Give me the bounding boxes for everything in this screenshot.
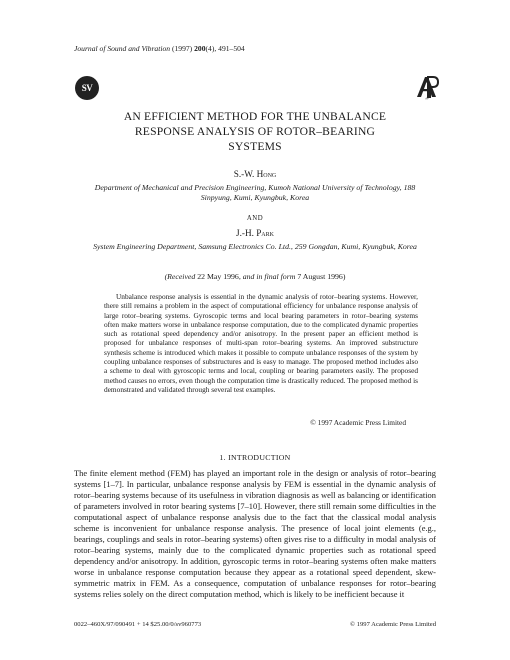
journal-year: (1997): [171, 44, 193, 53]
abstract-copyright: © 1997 Academic Press Limited: [310, 418, 406, 427]
received-dates: [80, 272, 430, 281]
author-2-surname: Park: [256, 228, 274, 238]
ap-logo-text: AP: [425, 97, 429, 100]
author-2-initials: J.-H.: [236, 228, 257, 238]
author-1-initials: S.-W.: [233, 169, 257, 179]
journal-issue-pages: (4), 491–504: [205, 44, 245, 53]
author-conjunction: AND: [246, 215, 264, 222]
sv-logo-icon: [75, 76, 99, 100]
author-2-name: [80, 228, 430, 238]
final-date: 7 August 1996: [297, 272, 343, 281]
academic-press-logo-icon: [414, 74, 440, 100]
journal-citation: [74, 44, 245, 53]
author-2-affiliation: System Engineering Department, Samsung Electronics Co. Ltd., 259 Gongdan, Kumi, Kyungbuk, Korea: [93, 242, 417, 251]
journal-name: Journal of Sound and Vibration: [74, 44, 171, 53]
author-1-affiliation: Department of Mechanical and Precision Engineering, Kumoh National University of Technology, 188 Sinpyung, Kumi, Kyungbuk, Korea: [94, 183, 416, 202]
received-close: ): [342, 272, 346, 281]
title-line-3: SYSTEMS: [228, 140, 282, 153]
title-line-1: AN EFFICIENT METHOD FOR THE UNBALANCE: [123, 110, 387, 123]
section-heading-introduction: 1. INTRODUCTION: [219, 453, 291, 462]
article-title: [80, 109, 430, 154]
abstract-text: Unbalance response analysis is essential in the dynamic analysis of rotor–bearing systems. However, there still remains a problem in the aspect of computational efficiency for unbalance response analysis of large rotor–bearing systems. Gyroscopic terms and local bearing parameters in rotor–bearing systems often make matters worse in unbalance response computation, due to the complicated dynamic properties such as rotational speed dependency and/or anisotropy. In the present paper an efficient method is proposed for unbalance responses of multi-span rotor–bearing systems. An improved substructure synthesis scheme is introduced which makes it possible to compute unbalance responses of the system by coupling unbalance responses of substructures and is easy to manage. The proposed method includes also a scheme to deal with gyroscopic terms and local, coupling or bearing parameters easily. The proposed method causes no errors, even though the computation time is drastically reduced. The proposed method is demonstrated and validated through several test examples.: [104, 292, 418, 394]
journal-volume: 200: [194, 44, 206, 53]
introduction-text: The finite element method (FEM) has played an important role in the design or analysis of rotor–bearing systems [1–7]. In particular, unbalance response analysis by FEM is essential in the dynamic analysis of rotor–bearing systems because of its usefulness in vibration diagnosis as well as balancing or identification of parameters involved in rotor bearing systems [7–10]. However, there still remain some difficulties in the computational aspect of unbalance response analysis due to the fact that the classical modal analysis scheme is inconvenient for unbalance response analysis. The presence of local joint elements (e.g., bearings, couplings and seals in rotor–bearing systems) often gives rise to a difficulty in modal analysis of rotor–bearing systems, mainly due to the complicated dynamic properties such as rotational speed dependency and/or anisotropy. In addition, gyroscopic terms in rotor–bearing systems often make matters worse in unbalance response computation because they appear as a rotational speed dependent, skew-symmetric matrix in FEM. As a consequence, computation of unbalance responses for rotor–bearing systems relies solely on the direct computation method, which is likely to be inefficient because it: [74, 468, 436, 599]
footer-copyright: © 1997 Academic Press Limited: [350, 621, 436, 628]
title-line-2: RESPONSE ANALYSIS OF ROTOR–BEARING: [134, 125, 376, 138]
sv-logo-text: SV: [81, 83, 93, 93]
footer-article-code: 0022–460X/97/090491 + 14 $25.00/0/sv960773: [74, 621, 202, 628]
received-open: (Received: [164, 272, 198, 281]
received-middle: , and in final form: [238, 272, 298, 281]
received-date: 22 May 1996: [197, 272, 239, 281]
author-1-name: [80, 169, 430, 179]
author-1-surname: Hong: [256, 169, 277, 179]
